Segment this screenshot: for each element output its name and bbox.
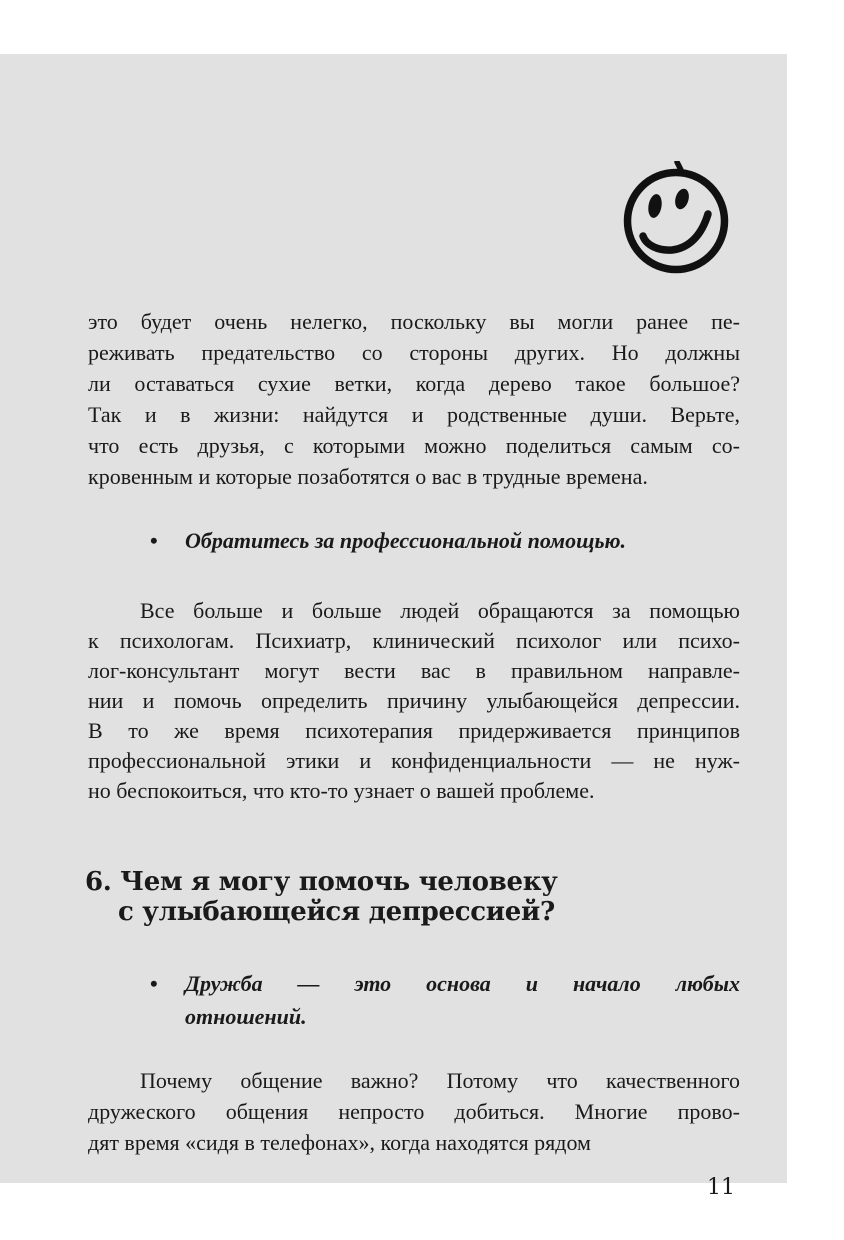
paragraph-communication: Почему общение важно? Потому что качественного дружеского общения непросто добиться. Многие прово- дят время «сидя в телефонах», когда находятся рядом (88, 1068, 740, 1155)
paragraph-betrayal: это будет очень нелегко, поскольку вы могли ранее пе- реживать предательство со стороны других. Но должны ли оставаться сухие ветки, когда дерево такое большое? Так и в жизни: найдутся и родственные души. Верьте, что есть друзья, с которыми можно поделиться самым со- кровенным и которые позаботятся о вас в трудные времена. (88, 309, 740, 489)
bullet-marker: • (150, 971, 158, 996)
page-background (0, 54, 787, 1200)
bullet-item-professional-help (88, 525, 740, 556)
smiley-face-icon (616, 161, 736, 281)
paragraph-psychologists: Все больше и больше людей обращаются за помощью к психологам. Психиатр, клинический психолог или психо- лог-консультант могут вести вас в правильном направле- нии и помочь определить причину улыбающейся депрессии. В то же время психотерапия придерживается принципов профессиональной этики и конфиденциальности — не нуж- но беспокоиться, что кто-то узнает о вашей проблеме. (88, 598, 740, 803)
bullet-text: Дружба — это основа и начало любых отношений. (185, 971, 740, 1029)
bullet-item-friendship (88, 967, 740, 1033)
bullet-marker: • (150, 528, 158, 553)
section-heading: 6. Чем я могу помочь человеку с улыбающейся депрессией? (85, 867, 558, 927)
bullet-text: Обратитесь за профессиональной помощью. (185, 528, 627, 553)
smiley-face-drawing (616, 161, 736, 281)
page-number: 11 (707, 1175, 735, 1200)
